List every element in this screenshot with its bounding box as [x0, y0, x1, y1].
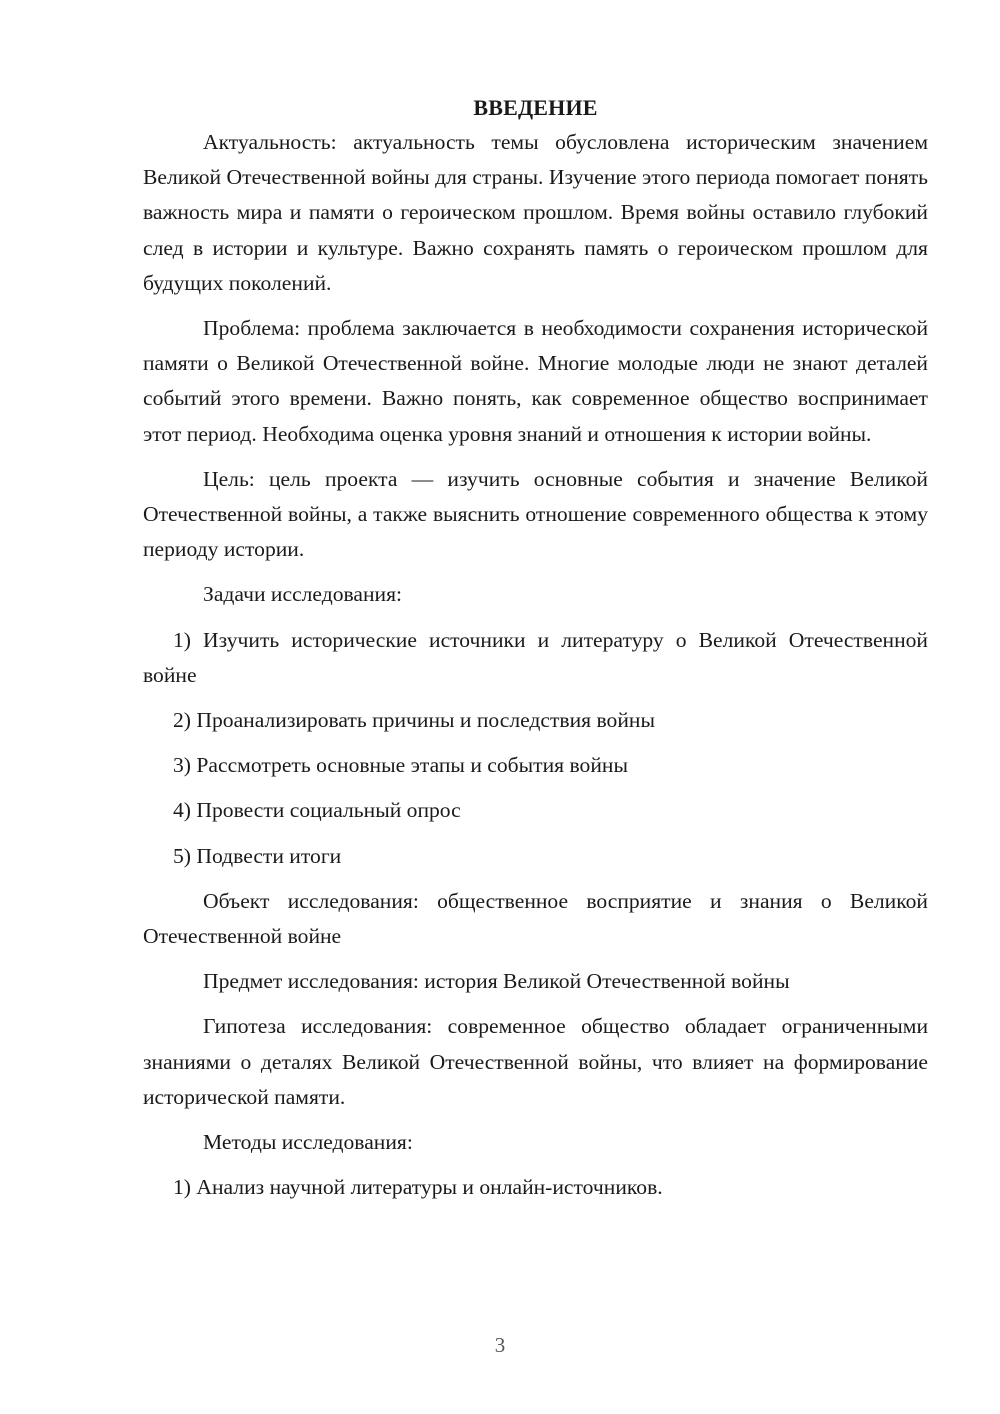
methods-heading: Методы исследования:: [203, 1130, 413, 1155]
goal-paragraph: Цель: цель проекта — изучить основные события и значение Великой Отечественной войны, а также выяснить отношение современного общества к этому периоду истории.: [143, 466, 928, 562]
subject-paragraph: Предмет исследования: история Великой Отечественной войны: [203, 969, 790, 994]
problem-paragraph: Проблема: проблема заключается в необходимости сохранения исторической памяти о Великой Отечественной войне. Многие молодые люди не знают деталей событий этого времени. Важно понять, как современное общество воспринимает этот период. Необходима оценка уровня знаний и отношения к истории войны.: [143, 316, 928, 446]
method-item: 1) Анализ научной литературы и онлайн-источников.: [173, 1175, 663, 1200]
task-item: 3) Рассмотреть основные этапы и события войны: [173, 753, 628, 778]
page-title: ВВЕДЕНИЕ: [473, 95, 598, 120]
object-paragraph: Объект исследования: общественное восприятие и знания о Великой Отечественной войне: [143, 888, 928, 949]
relevance-paragraph: Актуальность: актуальность темы обусловлена историческим значением Великой Отечественной войны для страны. Изучение этого периода помогает понять важность мира и памяти о героическом прошлом. Время войны оставило глубокий след в истории и культуре. Важно сохранять память о героическом прошлом для будущих поколений.: [143, 130, 928, 295]
task-item: 2) Проанализировать причины и последствия войны: [173, 708, 655, 733]
page-number: 3: [494, 1333, 506, 1357]
document-page: [143, 90, 928, 1205]
task-item: 5) Подвести итоги: [173, 843, 342, 868]
task-item: 4) Провести социальный опрос: [173, 798, 461, 823]
task-item: 1) Изучить исторические источники и литературу о Великой Отечественной войне: [143, 627, 928, 687]
tasks-heading: Задачи исследования:: [203, 582, 403, 607]
hypothesis-paragraph: Гипотеза исследования: современное общество обладает ограниченными знаниями о деталях Великой Отечественной войны, что влияет на формирование исторической памяти.: [143, 1014, 928, 1109]
